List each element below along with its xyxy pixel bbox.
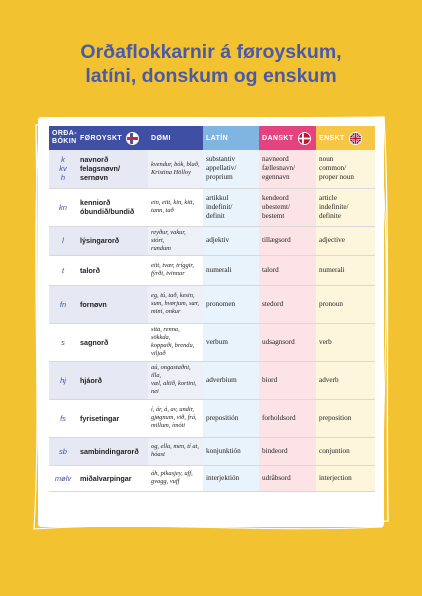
header-domi-label: DØMI — [151, 134, 171, 142]
denmark-flag-icon — [298, 132, 311, 145]
table-row — [49, 399, 375, 437]
table-row — [49, 188, 375, 226]
faroe-flag-icon — [126, 132, 139, 145]
examples-cell: eitt, tvær, tríggir, fýrði, tvinnar — [148, 255, 203, 285]
danish-term-cell: navneord fællesnavn/ egennavn — [259, 150, 316, 188]
abbreviation-cell: l — [49, 226, 77, 255]
header-ordabokin-label: ORÐA- BÓKIN — [52, 130, 77, 145]
header-enskt-label: ENSKT — [319, 134, 345, 142]
danish-term-cell: talord — [259, 255, 316, 285]
header-foroyskt — [77, 126, 148, 150]
latin-term-cell: pronomen — [203, 285, 259, 323]
english-term-cell: noun common/ proper noun — [316, 150, 375, 188]
faroese-term-cell: hjáorð — [77, 361, 148, 399]
table-row — [49, 437, 375, 465]
danish-term-cell: biord — [259, 361, 316, 399]
faroese-term-cell: navnorð felagsnøvn/ sernøvn — [77, 150, 148, 188]
abbreviation-cell: s — [49, 323, 77, 361]
latin-term-cell: adverbium — [203, 361, 259, 399]
examples-cell: eg, tú, tað, kesin, sum, hvørjum, sær, mini, onkur — [148, 285, 203, 323]
latin-term-cell: interjektión — [203, 465, 259, 491]
danish-term-cell: udsagnsord — [259, 323, 316, 361]
danish-term-cell: stedord — [259, 285, 316, 323]
table-row — [49, 323, 375, 361]
header-latin — [203, 126, 259, 150]
examples-cell: kvendur, bók, blað, Kristina Hölloy — [148, 150, 203, 188]
header-latin-label: LATÍN — [206, 134, 229, 142]
faroese-term-cell: miðalvarpingar — [77, 465, 148, 491]
header-foroyskt-label: FØROYSKT — [80, 134, 123, 142]
page-title — [0, 40, 422, 88]
faroese-term-cell: talorð — [77, 255, 148, 285]
faroese-term-cell: fyrisetingar — [77, 399, 148, 437]
latin-term-cell: numerali — [203, 255, 259, 285]
table-row — [49, 285, 375, 323]
danish-term-cell: udråbsord — [259, 465, 316, 491]
examples-cell: reyður, vakur, stórt, rundum — [148, 226, 203, 255]
danish-term-cell: tillægsord — [259, 226, 316, 255]
abbreviation-cell: fn — [49, 285, 77, 323]
latin-term-cell: artikkul indefinit/ definit — [203, 188, 259, 226]
latin-term-cell: verbum — [203, 323, 259, 361]
examples-cell: áh, pikasjey, uff, gvagg, vuff — [148, 465, 203, 491]
english-term-cell: conjuntion — [316, 437, 375, 465]
table-row — [49, 255, 375, 285]
english-term-cell: pronoun — [316, 285, 375, 323]
abbreviation-cell: t — [49, 255, 77, 285]
danish-term-cell: bindeord — [259, 437, 316, 465]
abbreviation-cell: k kv h — [49, 150, 77, 188]
english-term-cell: verb — [316, 323, 375, 361]
english-term-cell: article indefinite/ definite — [316, 188, 375, 226]
latin-term-cell: konjunktión — [203, 437, 259, 465]
examples-cell: sita, renna, sökkda, koppaði, brendu, viljað — [148, 323, 203, 361]
uk-flag-icon — [349, 132, 362, 145]
title-line-1: Orðaflokkarnir á føroyskum, — [80, 41, 342, 63]
abbreviation-cell: fs — [49, 399, 77, 437]
examples-cell: í, ár, á, av, undir, gjøgnum, við, frá, millum, ímóti — [148, 399, 203, 437]
table-header-row — [49, 126, 375, 150]
danish-term-cell: kendeord ubestemt/ bestemt — [259, 188, 316, 226]
faroese-term-cell: fornøvn — [77, 285, 148, 323]
examples-cell: og, ella, men, tí at, hóast — [148, 437, 203, 465]
english-term-cell: adjective — [316, 226, 375, 255]
latin-term-cell: prepositión — [203, 399, 259, 437]
faroese-term-cell: lýsingarorð — [77, 226, 148, 255]
english-term-cell: preposition — [316, 399, 375, 437]
examples-cell: aú, ongastaðni, illa, væl, altið, kortini, nei — [148, 361, 203, 399]
abbreviation-cell: mølv — [49, 465, 77, 491]
faroese-term-cell: sambindingarorð — [77, 437, 148, 465]
table-row — [49, 465, 375, 491]
table-row — [49, 226, 375, 255]
examples-cell: ein, eitt, kin, kitt, tann, tað — [148, 188, 203, 226]
table-row — [49, 361, 375, 399]
abbreviation-cell: hj — [49, 361, 77, 399]
header-enskt — [316, 126, 375, 150]
danish-term-cell: forholdsord — [259, 399, 316, 437]
english-term-cell: adverb — [316, 361, 375, 399]
abbreviation-cell: kn — [49, 188, 77, 226]
header-danskt — [259, 126, 316, 150]
faroese-term-cell: kenniorð óbundið/bundið — [77, 188, 148, 226]
faroese-term-cell: sagnorð — [77, 323, 148, 361]
header-ordabokin — [49, 126, 77, 150]
table-row — [49, 150, 375, 188]
word-class-table — [49, 126, 375, 492]
latin-term-cell: substantiv appellativ/ proprium — [203, 150, 259, 188]
header-domi — [148, 126, 203, 150]
title-line-2: latíni, donskum og enskum — [85, 65, 337, 87]
latin-term-cell: adjektiv — [203, 226, 259, 255]
english-term-cell: numerali — [316, 255, 375, 285]
english-term-cell: interjection — [316, 465, 375, 491]
header-danskt-label: DANSKT — [262, 134, 294, 142]
abbreviation-cell: sb — [49, 437, 77, 465]
